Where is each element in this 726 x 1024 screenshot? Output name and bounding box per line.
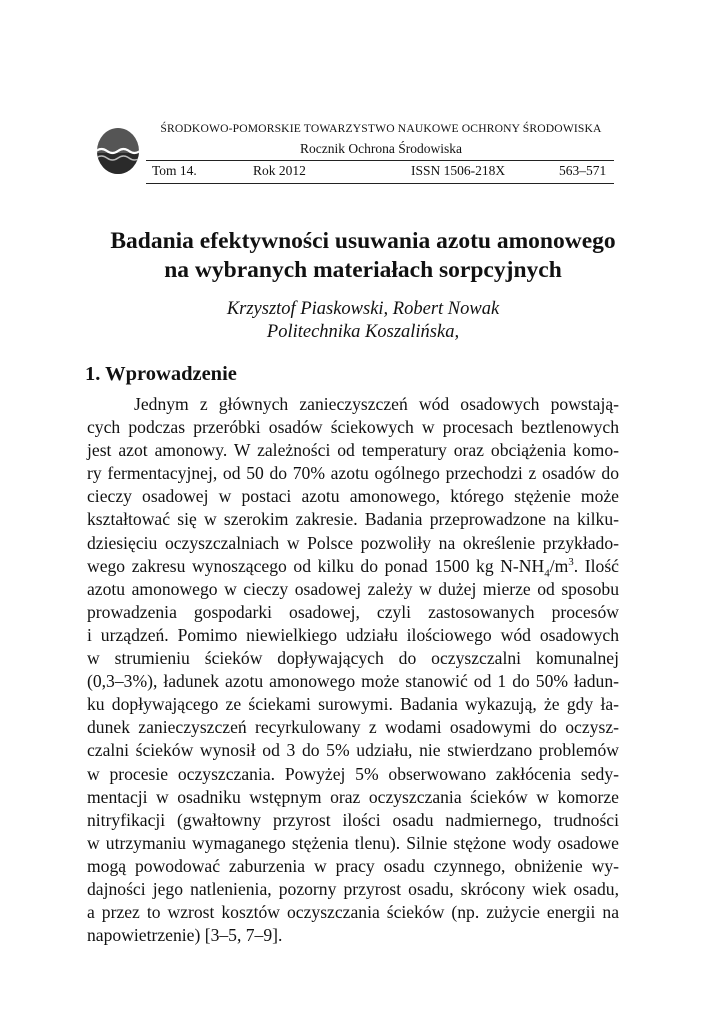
body-text-fragment: . Ilość: [573, 555, 619, 576]
body-line: mentacji w osadniku wstępnym oraz oczyszczania ścieków w komorze: [87, 786, 619, 807]
body-line: a przez to wzrost kosztów oczyszczania ścieków (np. zużycie energii na: [87, 902, 619, 923]
body-text-fragment: /m: [549, 555, 569, 576]
body-line: napowietrzenie) [3–5, 7–9].: [87, 925, 283, 946]
body-text-fragment: wego zakresu wynoszącego od kilku do ponad 1500 kg N-NH: [87, 555, 545, 576]
article-title-line-2: na wybranych materiałach sorpcyjnych: [164, 257, 562, 283]
body-line: cieczy osadowej w postaci azotu amonowego, którego stężenie może: [87, 486, 619, 507]
body-line: jest azot amonowy. W zależności od temperatury oraz obciążenia komo-: [87, 440, 619, 461]
body-line: prowadzenia gospodarki osadowej, czyli zastosowanych procesów: [87, 601, 619, 622]
body-line: czalni ścieków wynosił od 3 do 5% udziału, nie stwierdzano problemów: [87, 740, 619, 761]
subscript: 4: [544, 567, 550, 580]
body-line: w utrzymaniu wymaganego stężenia tlenu). Silnie stężone wody osadowe: [87, 832, 619, 853]
year-label: Rok 2012: [253, 163, 306, 178]
body-line: dunek zanieczyszczeń recyrkulowany z wodami osadowymi do oczysz-: [87, 717, 619, 738]
volume-label: Tom 14.: [152, 163, 197, 178]
body-line: ry fermentacyjnej, od 50 do 70% azotu ogólnego przechodzi z osadów do: [87, 463, 619, 484]
body-line: nitryfikacji (gwałtowny przyrost ilości osadu nadmiernego, trudności: [87, 809, 619, 830]
section-body: [87, 393, 619, 947]
body-line: (0,3–3%), ładunek azotu amonowego może stanowić od 1 do 50% ładun-: [87, 671, 619, 692]
body-line: dziesięciu oczyszczalniach w Polsce pozwoliły na określenie przykłado-: [87, 532, 619, 553]
body-line: Jednym z głównych zanieczyszczeń wód osadowych powstają-: [134, 394, 619, 414]
header-rule-bottom: [146, 183, 614, 184]
body-line: w procesie oczyszczania. Powyżej 5% obserwowano zakłócenia sedy-: [87, 763, 619, 784]
superscript: 3: [568, 555, 574, 568]
article-title-line-1: Badania efektywności usuwania azotu amonowego: [110, 228, 616, 254]
page-range: 563–571: [559, 163, 607, 178]
authors: Krzysztof Piaskowski, Robert Nowak: [226, 299, 500, 319]
body-line: dajności jego natlenienia, pozorny przyrost osadu, skrócony wiek osadu,: [87, 878, 619, 899]
body-line-with-unit: [87, 555, 619, 578]
section-heading: 1. Wprowadzenie: [85, 363, 237, 385]
affiliation: Politechnika Koszalińska,: [266, 322, 460, 342]
issn-label: ISSN 1506-218X: [411, 163, 506, 178]
water-waves-logo-icon: [96, 127, 140, 179]
body-line: azotu amonowego w cieczy osadowej zależy w dużej mierze od sposobu: [87, 578, 619, 599]
body-line: kształtować się w szerokim zakresie. Badania przeprowadzone na kilku-: [87, 509, 619, 530]
journal-name: Rocznik Ochrona Środowiska: [300, 141, 462, 156]
body-line: i urządzeń. Pomimo niewielkiego udziału ilościowego wód osadowych: [87, 624, 619, 645]
body-line: ku dopływającego ze ściekami surowymi. Badania wykazują, że gdy ła-: [87, 694, 619, 715]
society-name: ŚRODKOWO-POMORSKIE TOWARZYSTWO NAUKOWE OCHRONY ŚRODOWISKA: [160, 122, 602, 135]
header-rule-top: [146, 160, 614, 161]
body-line: cych podczas przeróbki osadów ściekowych w procesach beztlenowych: [87, 417, 619, 438]
body-line: mogą powodować zaburzenia w pracy osadu czynnego, obniżenie wy-: [87, 855, 619, 876]
body-line: w strumieniu ścieków dopływających do oczyszczalni komunalnej: [87, 648, 619, 669]
